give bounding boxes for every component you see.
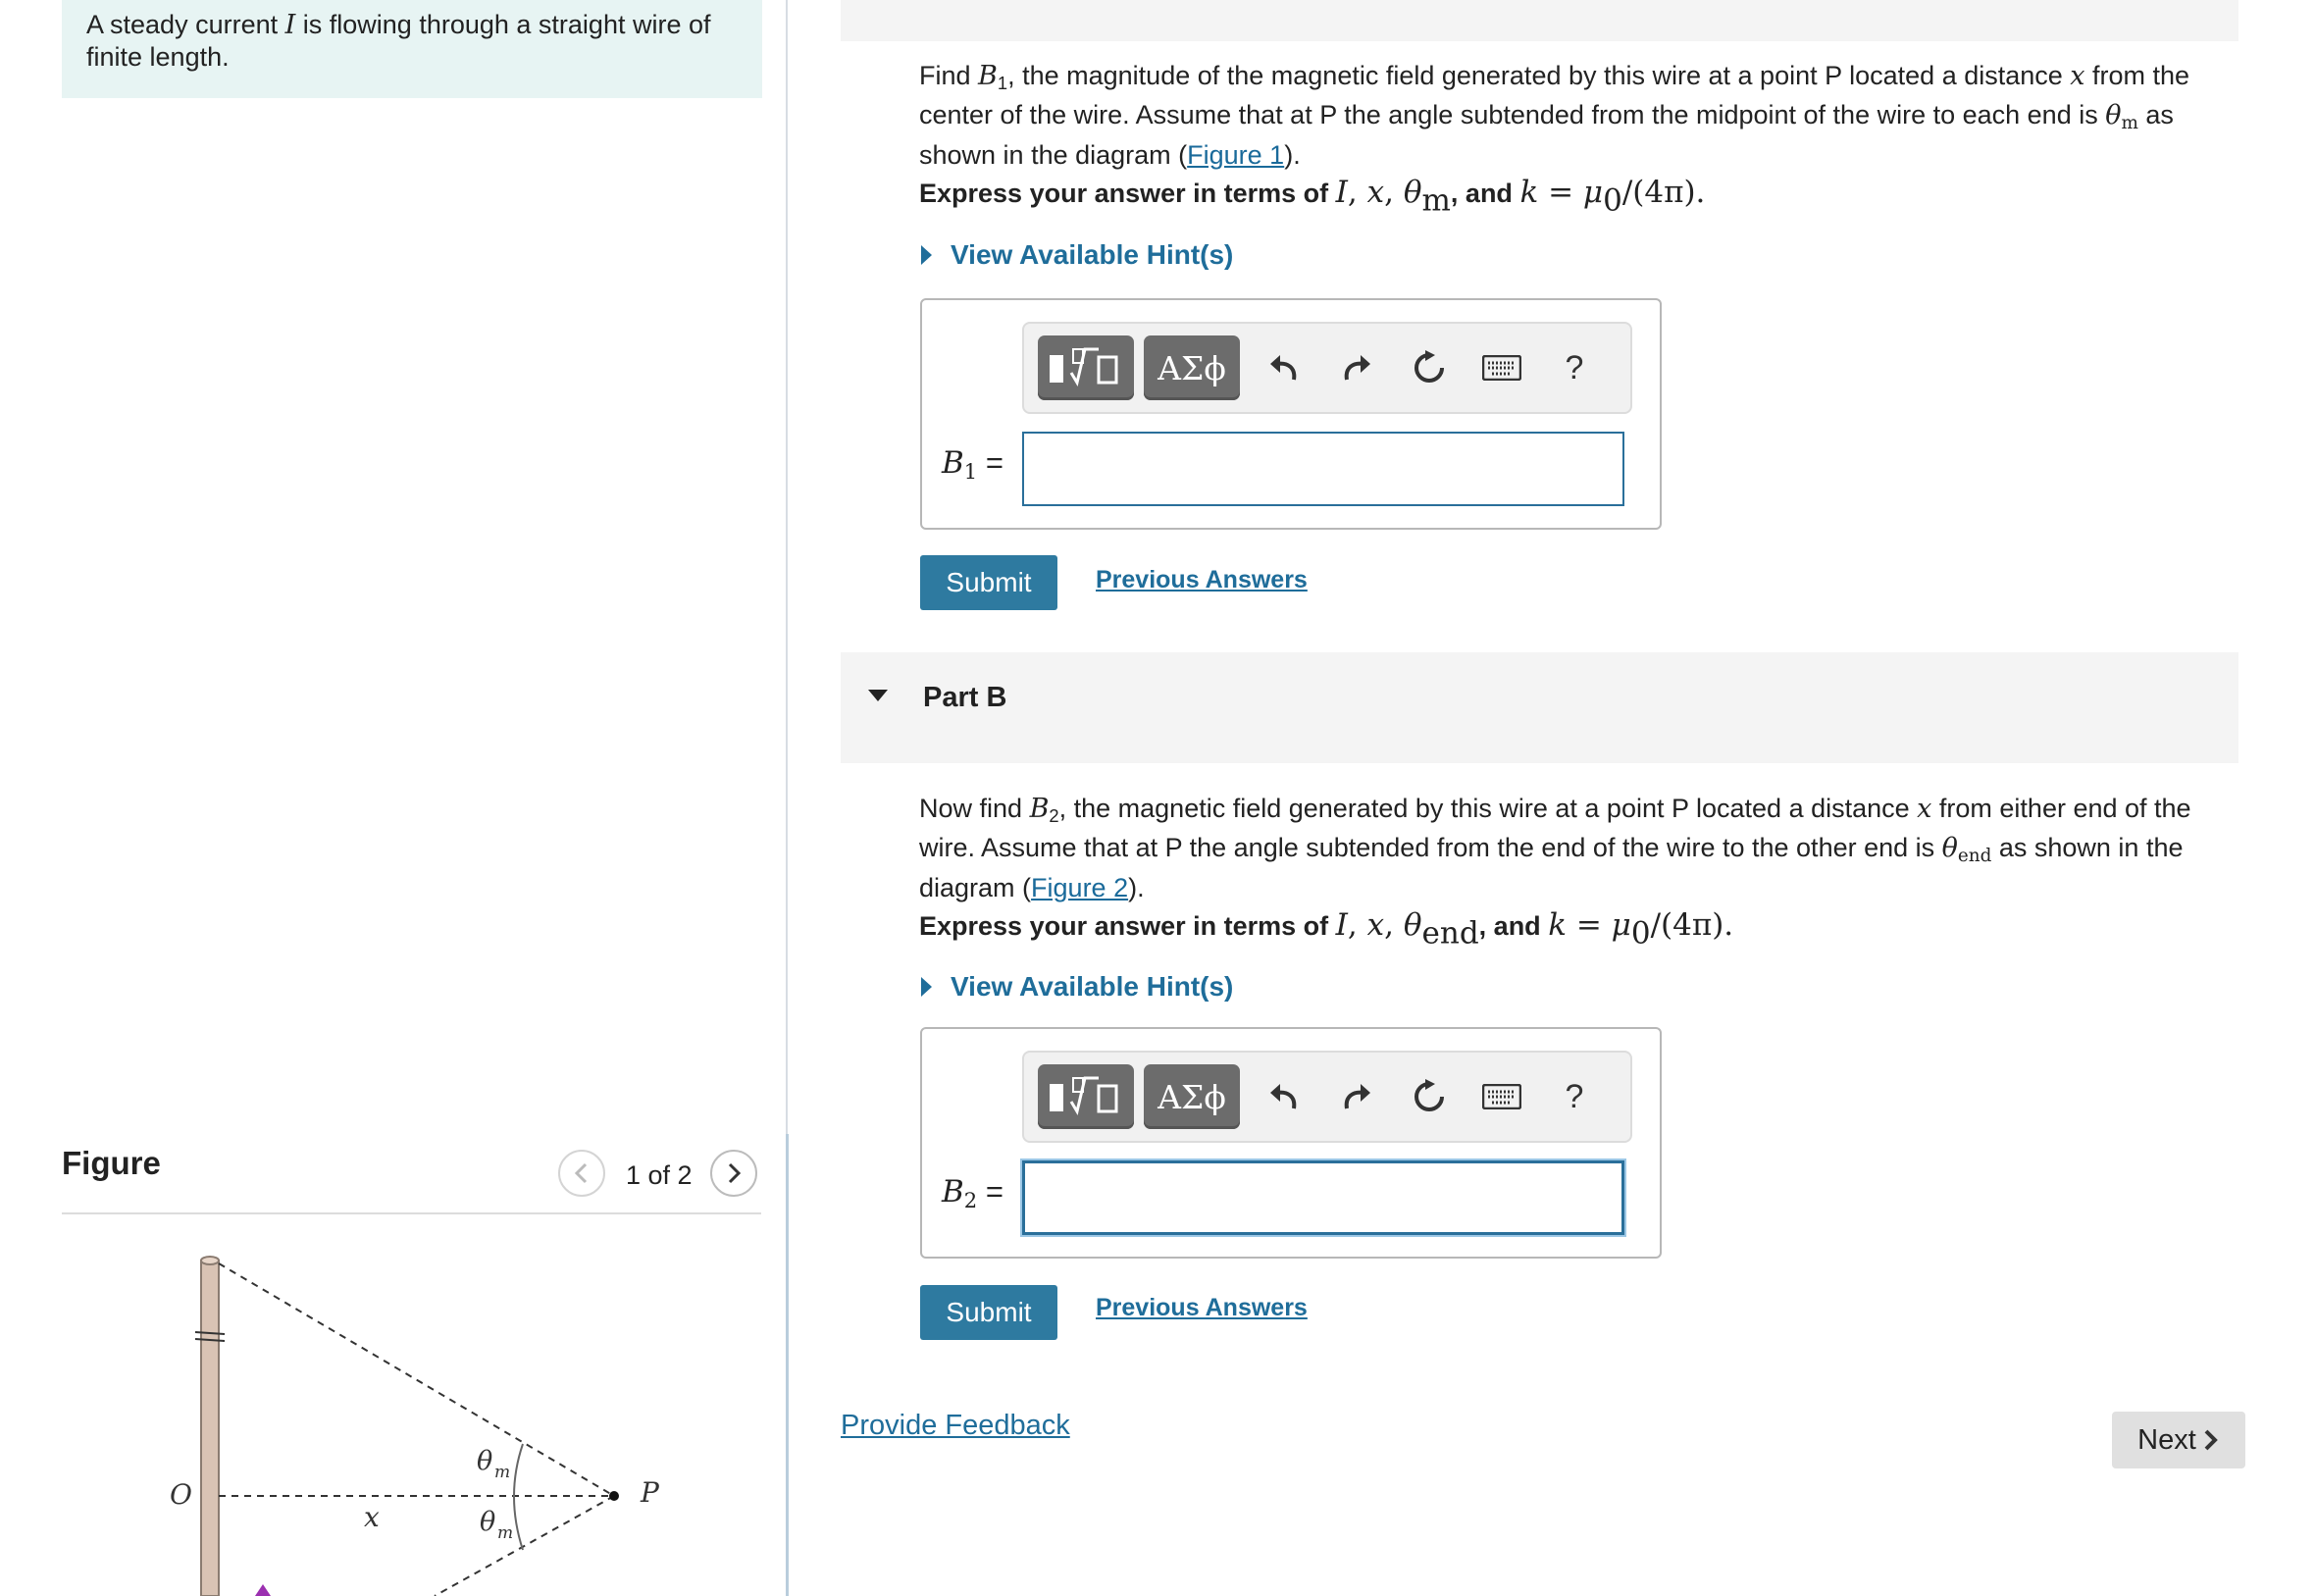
answer-label: $B_2$ = xyxy=(942,1174,1003,1212)
part-a-hint-toggle[interactable]: View Available Hint(s) xyxy=(919,239,1233,271)
label-O: O xyxy=(170,1478,192,1511)
label-theta-top: θ xyxy=(477,1446,493,1476)
undo-icon xyxy=(1266,1079,1302,1114)
part-a-question: Find $B_1$, the magnitude of the magnetic field generated by this wire at a point P located a distance x from the center of the wire. Assume that at P the angle subtended from the midpoint of the wire to each end is $\theta_m$ as shown in the diagram (Figure 1). xyxy=(919,61,2190,171)
reset-button[interactable] xyxy=(1405,343,1454,392)
part-b-hint-toggle[interactable]: View Available Hint(s) xyxy=(919,971,1233,1003)
part-b-express: Express your answer in terms of I, x, $\theta_{end}$, and $k = \mu_0/(4\pi)$. xyxy=(919,907,1734,952)
chevron-right-icon xyxy=(2202,1428,2220,1452)
current-arrow-icon xyxy=(255,1584,271,1596)
figure-next-button[interactable] xyxy=(710,1150,757,1197)
part-b-question: Now find $B_2$, the magnetic field generated by this wire at a point P located a distance x from either end of the wire. Assume that at P the angle subtended from the end of the wire to the other end is $\theta_{end}$ as shown in the diagram (Figure 2). xyxy=(919,794,2191,903)
math-toolbar xyxy=(1022,1051,1632,1143)
keyboard-icon xyxy=(1482,1084,1521,1109)
label-theta-bottom: θ xyxy=(480,1507,496,1537)
wire xyxy=(201,1261,219,1596)
point-P xyxy=(609,1491,619,1501)
templates-icon xyxy=(1038,335,1134,400)
templates-button[interactable] xyxy=(1038,335,1134,400)
b1-answer-input[interactable] xyxy=(1022,432,1624,506)
dashed-line-bottom xyxy=(435,1496,614,1596)
label-x: x xyxy=(364,1501,380,1533)
part-b-answer-box xyxy=(920,1027,1662,1259)
part-b-submit-button[interactable]: Submit xyxy=(920,1285,1057,1340)
part-a-header xyxy=(841,0,2238,41)
undo-button[interactable] xyxy=(1260,343,1309,392)
keyboard-icon xyxy=(1482,355,1521,381)
figure-title: Figure xyxy=(62,1145,161,1181)
redo-button[interactable] xyxy=(1332,1072,1381,1121)
reset-icon xyxy=(1411,349,1448,386)
redo-icon xyxy=(1339,350,1374,386)
caret-down-icon[interactable] xyxy=(867,689,889,702)
scroll-indicator[interactable] xyxy=(786,1134,789,1596)
part-a-previous-answers-link[interactable]: Previous Answers xyxy=(1096,566,1308,593)
math-toolbar xyxy=(1022,322,1632,414)
templates-button[interactable] xyxy=(1038,1064,1134,1129)
problem-intro: A steady current I is flowing through a straight wire of finite length. xyxy=(62,0,762,98)
answer-label: $B_1$ = xyxy=(942,445,1003,484)
figure-1-link[interactable]: Figure 1 xyxy=(1187,140,1285,171)
reset-icon xyxy=(1411,1078,1448,1115)
dashed-line-top xyxy=(219,1263,614,1496)
break-mark xyxy=(195,1332,225,1334)
part-a-submit-button[interactable]: Submit xyxy=(920,555,1057,610)
help-button[interactable]: ? xyxy=(1565,1077,1584,1115)
part-a-answer-box xyxy=(920,298,1662,530)
undo-icon xyxy=(1266,350,1302,386)
templates-icon xyxy=(1038,1064,1134,1129)
wire-top xyxy=(201,1257,219,1264)
label-P: P xyxy=(641,1476,659,1509)
figure-diagram xyxy=(62,1216,748,1596)
keyboard-button[interactable] xyxy=(1477,343,1526,392)
help-button[interactable]: ? xyxy=(1565,348,1584,386)
greek-symbols-button[interactable]: ΑΣϕ xyxy=(1144,335,1240,400)
undo-button[interactable] xyxy=(1260,1072,1309,1121)
part-b-header[interactable] xyxy=(841,652,2238,763)
part-a-express: Express your answer in terms of I, x, $\theta_m$, and $k = \mu_0/(4\pi)$. xyxy=(919,175,1706,219)
greek-symbols-button[interactable]: ΑΣϕ xyxy=(1144,1064,1240,1129)
b2-answer-input[interactable] xyxy=(1022,1160,1624,1235)
figure-2-link[interactable]: Figure 2 xyxy=(1031,873,1129,903)
label-theta-top-sub: m xyxy=(494,1463,511,1482)
provide-feedback-link[interactable]: Provide Feedback xyxy=(841,1410,1070,1441)
chevron-right-icon xyxy=(724,1161,744,1185)
redo-button[interactable] xyxy=(1332,343,1381,392)
label-theta-bottom-sub: m xyxy=(497,1523,514,1543)
keyboard-button[interactable] xyxy=(1477,1072,1526,1121)
figure-divider xyxy=(62,1212,761,1214)
part-b-previous-answers-link[interactable]: Previous Answers xyxy=(1096,1294,1308,1321)
caret-right-icon xyxy=(919,976,933,998)
caret-right-icon xyxy=(919,244,933,266)
reset-button[interactable] xyxy=(1405,1072,1454,1121)
figure-counter: 1 of 2 xyxy=(626,1160,693,1190)
break-mark xyxy=(195,1339,225,1341)
part-b-title: Part B xyxy=(923,682,1007,713)
next-button[interactable]: Next xyxy=(2112,1412,2245,1468)
redo-icon xyxy=(1339,1079,1374,1114)
chevron-left-icon xyxy=(572,1161,592,1185)
figure-prev-button[interactable] xyxy=(558,1150,605,1197)
